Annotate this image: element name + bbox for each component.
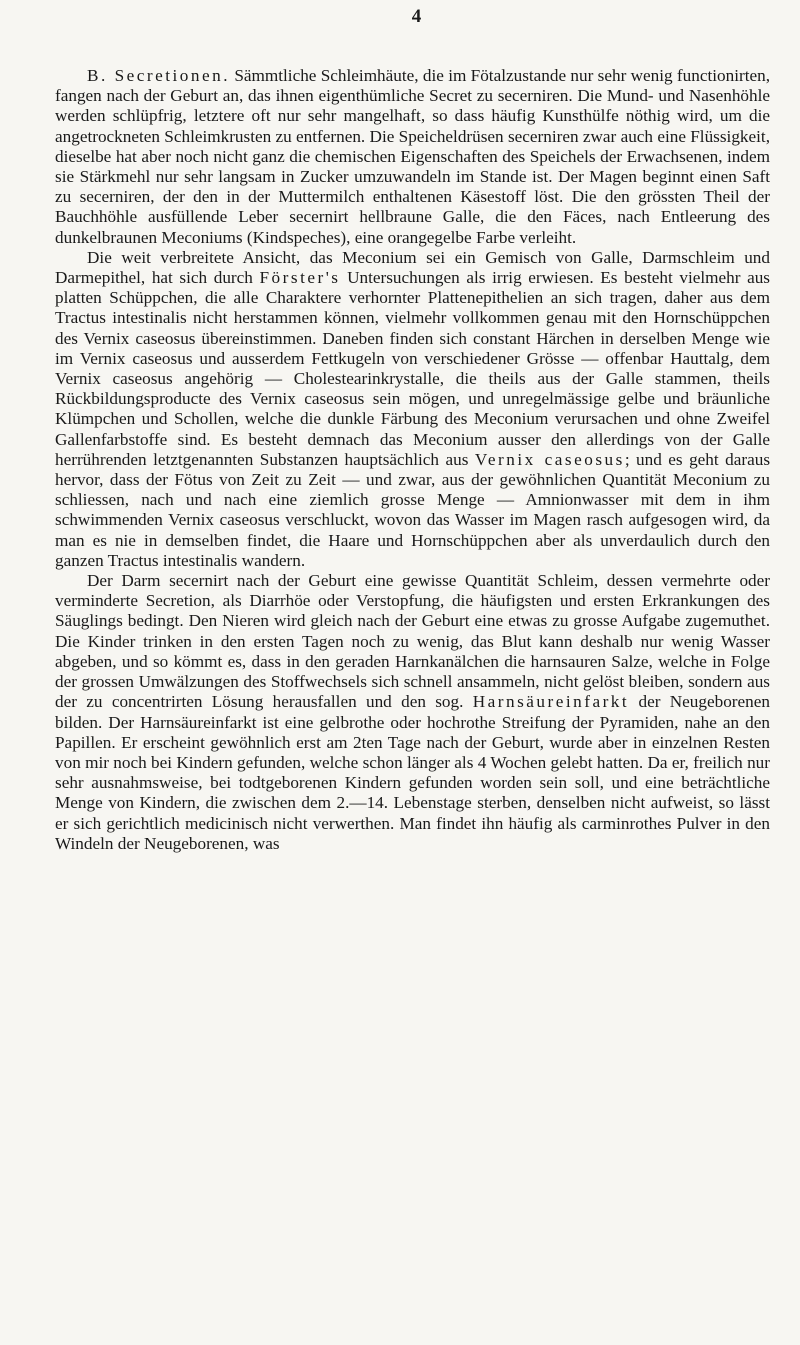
paragraph-text: der Neugeborenen bilden. Der Harnsäureinfarkt ist eine gelbrothe oder hochrothe Streifung der Pyramiden, nahe an den Papillen. Er erscheint gewöhnlich erst am 2ten Tage nach der Geburt, wurde aber in einzelnen Resten von mir noch bei Kindern gefunden, welche schon länger als 4 Wochen gelebt hatten. Da er, freilich nur sehr ausnahmsweise, bei todtgeborenen Kindern gefunden worden sein soll, und eine beträchtliche Menge von Kindern, die zwischen dem 2.—14. Lebenstage sterben, denselben nicht aufweist, so lässt er sich gerichtlich medicinisch nicht verwerthen. Man findet ihn häufig als carminrothes Pulver in den Windeln der Neugeborenen, was [55, 692, 770, 853]
paragraph-text: Untersuchungen als irrig erwiesen. Es besteht vielmehr aus platten Schüppchen, die alle Charaktere verhornter Plattenepithelien an sich tragen, daher aus dem Tractus intestinalis nicht herstammen können, vielmehr vollkommen genau mit den Hornschüppchen des Vernix caseosus übereinstimmen. Daneben finden sich constant Härchen in derselben Menge wie im Vernix caseosus und ausserdem Fettkugeln von verschiedener Grösse — offenbar Hauttalg, dem Vernix caseosus angehörig — Cholestearinkrystalle, die theils aus der Galle stammen, theils Rückbildungsproducte des Vernix caseosus sein mögen, und unregelmässige gelbe und bräunliche Klümpchen und Schollen, welche die dunkle Färbung des Meconium verursachen und ohne Zweifel Gallenfarbstoffe sind. Es besteht demnach das Meconium ausser den allerdings von der Galle herrührenden letztgenannten Substanzen hauptsächlich aus [55, 268, 770, 469]
paragraph-meconium [55, 248, 770, 571]
emphasized-term: Harnsäureinfarkt [472, 692, 630, 712]
paragraph-intestine-kidneys [55, 571, 770, 854]
paragraph-text: Sämmtliche Schleimhäute, die im Fötalzustande nur sehr wenig functionirten, fangen nach der Geburt an, das ihnen eigenthümliche Secret zu secerniren. Die Mund- und Nasenhöhle werden schlüpfrig, letztere oft nur sehr mangelhaft, so dass häufig Kunsthülfe nöthig wird, um die angetrockneten Schleimkrusten zu entfernen. Die Speicheldrüsen secerniren zwar auch eine Flüssigkeit, dieselbe hat aber noch nicht ganz die chemischen Eigenschaften des Speichels der Erwachsenen, indem sie Stärkmehl nur sehr langsam in Zucker umzuwandeln im Stande ist. Der Magen beginnt einen Saft zu secerniren, der den in der Muttermilch enthaltenen Käsestoff löst. Die den grössten Theil der Bauchhöhle ausfüllende Leber secernirt hellbraune Galle, die den Fäces, nach Entleerung des dunkelbraunen Meconiums (Kindspeches), eine orangegelbe Farbe verleiht. [55, 66, 770, 247]
section-heading: B. Secretionen. [87, 66, 230, 85]
page-number: 4 [411, 6, 422, 27]
paragraph-text: Die weit verbreitete Ansicht, das Meconium sei ein Gemisch von Galle, Darmschleim und Darmepithel, hat sich durch [55, 247, 770, 288]
paragraph-text: Der Darm secernirt nach der Geburt eine gewisse Quantität Schleim, dessen vermehrte oder verminderte Secretion, als Diarrhöe oder Verstopfung, die häufigsten und ersten Erkrankungen des Säuglings bedingt. Den Nieren wird gleich nach der Geburt eine etwas zu grosse Aufgabe zugemuthet. Die Kinder trinken in den ersten Tagen noch zu wenig, das Blut kann deshalb nur wenig Wasser abgeben, und so kömmt es, dass in den geraden Harnkanälchen die harnsauren Salze, welche in Folge der grossen Umwälzungen des Stoffwechsels sich schnell ansammeln, nicht gelöst bleiben, sondern aus der zu concentrirten Lösung herausfallen und den sog. [55, 571, 770, 712]
emphasized-term: Vernix caseosus [474, 449, 625, 469]
paragraph-text: ; und es geht daraus hervor, dass der Fötus von Zeit zu Zeit — und zwar, aus der gewöhnlichen Quantität Meconium zu schliessen, nach und nach eine ziemlich grosse Menge — Amnionwasser mit dem in ihm schwimmenden Vernix caseosus verschluckt, wovon das Wasser im Magen rasch aufgesogen wird, da man es nie in demselben findet, die Haare und Hornschüppchen aber als unverdaulich durch den ganzen Tractus intestinalis wandern. [55, 449, 771, 570]
author-name: Förster's [259, 268, 341, 288]
paragraph-secretions [55, 66, 770, 248]
